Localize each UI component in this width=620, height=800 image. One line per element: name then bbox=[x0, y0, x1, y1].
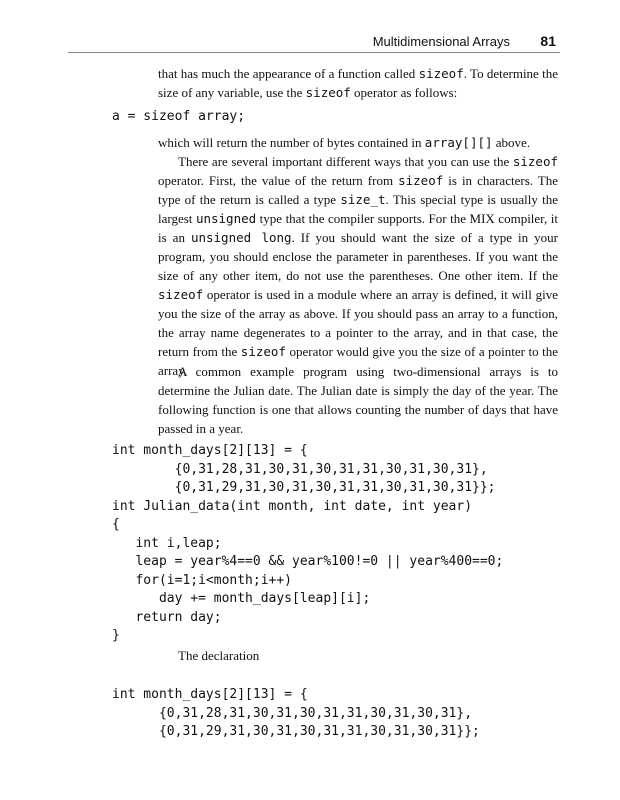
code-line: for(i=1;i<month;i++) bbox=[112, 572, 293, 588]
code-julian-function bbox=[112, 442, 503, 646]
code-line: day += month_days[leap][i]; bbox=[112, 591, 371, 606]
code-line: int month_days[2][13] = { bbox=[112, 443, 308, 458]
code-line: {0,31,29,31,30,31,30,31,31,30,31,30,31}}; bbox=[112, 724, 480, 739]
code-sizeof-example: a = sizeof array; bbox=[112, 109, 246, 124]
code-line: {0,31,28,31,30,31,30,31,31,30,31,30,31}, bbox=[112, 461, 488, 477]
code-line: {0,31,29,31,30,31,30,31,31,30,31,30,31}}; bbox=[112, 480, 496, 495]
code-line: int i,leap; bbox=[112, 535, 222, 551]
code-line: int month_days[2][13] = { bbox=[112, 687, 308, 702]
code-line: int Julian_data(int month, int date, int year) bbox=[112, 498, 473, 514]
paragraph-julian-date: A common example program using two-dimensional arrays is to determine the Julian date. The Julian date is simply the day of the year. The following function is one that allows counting the number of days that have passed in a year. bbox=[158, 364, 558, 436]
page-number: 81 bbox=[540, 33, 556, 49]
paragraph-sizeof-return: which will return the number of bytes contained in array[][] above. bbox=[158, 135, 531, 150]
paragraph-sizeof-intro: that has much the appearance of a function called sizeof. To determine the size of any variable, use the sizeof operator as follows: bbox=[158, 66, 558, 100]
code-line: return day; bbox=[112, 609, 222, 625]
code-line: {0,31,28,31,30,31,30,31,31,30,31,30,31}, bbox=[112, 705, 473, 721]
code-line: } bbox=[112, 628, 120, 643]
running-header-title: Multidimensional Arrays bbox=[372, 34, 510, 49]
running-header bbox=[68, 30, 560, 53]
code-declaration bbox=[112, 686, 480, 742]
paragraph-sizeof-details: There are several important different ways that you can use the sizeof operator. First, the value of the return from sizeof is in characters. The type of the return is called a type size_t. This special type is usually the largest unsigned type that the compiler supports. For the MIX compiler, it is an unsigned long. If you should want the size of a type in your program, you should enclose the parameter in parentheses. If you want the size of any other item, do not use the parentheses. One other item. If the sizeof operator is used in a module where an array is defined, it will give you the size of the array as above. If you should pass an array to a function, the array name degenerates to a pointer to the array, and in that case, the return from the sizeof operator would give you the size of a pointer to the array. bbox=[158, 154, 558, 378]
code-line: leap = year%4==0 && year%100!=0 || year%400==0; bbox=[112, 554, 504, 569]
code-line: { bbox=[112, 517, 120, 532]
paragraph-declaration: The declaration bbox=[178, 648, 260, 663]
